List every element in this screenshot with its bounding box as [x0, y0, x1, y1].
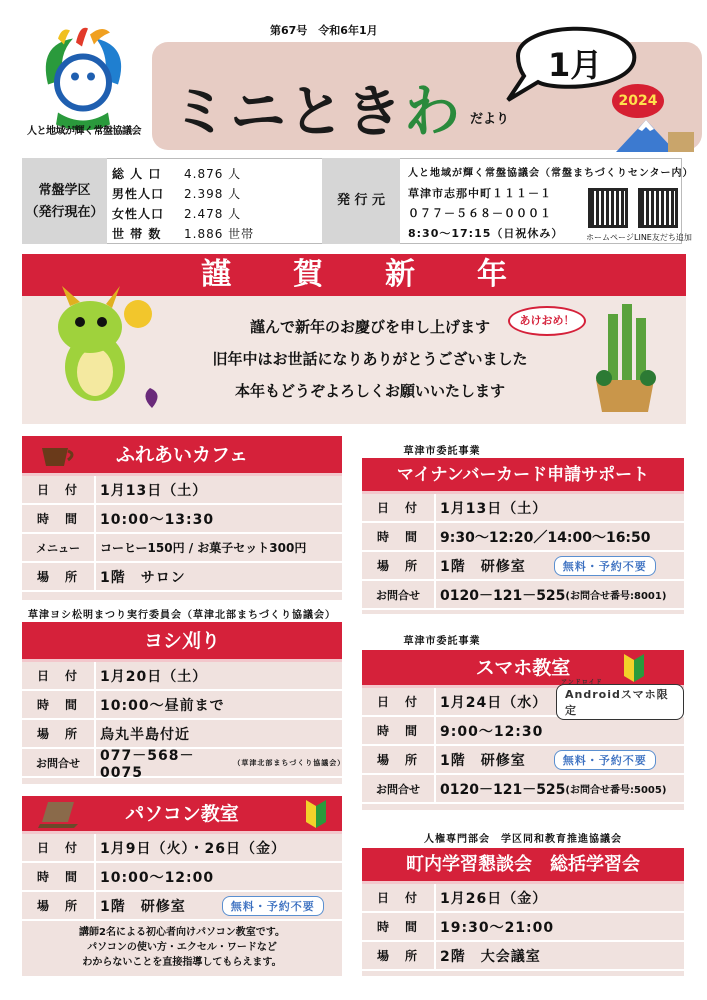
study-title: 町内学習懇談会 総括学習会: [362, 848, 684, 884]
contact-note: （草津北部まちづくり協議会）: [233, 758, 346, 767]
row-label: 時 間: [376, 724, 419, 738]
row-value: 1月26日（金）: [434, 884, 684, 911]
row-label: 時 間: [36, 870, 79, 884]
akeome-bubble: あけおめ！: [508, 306, 586, 336]
smartphone-organizer: 草津市委託事業: [403, 636, 481, 647]
yoshi-row-date: [22, 662, 342, 691]
mynumber-row-contact: [362, 581, 684, 610]
row-label: 場 所: [36, 727, 79, 741]
smartphone-card: [362, 650, 684, 810]
pc-row-time: [22, 863, 342, 892]
row-value: [434, 678, 684, 717]
cafe-header: [22, 436, 342, 476]
row-value: [94, 747, 346, 781]
row-value: 10:00～13:30: [94, 505, 342, 532]
council-logo: [18, 22, 148, 137]
note-line: わからないことを直接指導してもらえます。: [82, 957, 282, 968]
title-suffix: だより: [470, 112, 510, 127]
row-label: 日 付: [36, 669, 79, 683]
yoshi-row-contact: [22, 747, 346, 781]
cafe-row-place: [22, 563, 342, 592]
row-label: お問合せ: [376, 588, 420, 602]
smartphone-title: スマホ教室: [475, 657, 571, 679]
pop-key: 総 人 口: [112, 167, 162, 181]
row-value: 1月20日（土）: [94, 662, 342, 689]
row-value: [434, 746, 684, 773]
publisher-line: 8:30～17:15（日祝休み）: [408, 227, 564, 240]
year-badge: 2024: [612, 84, 664, 118]
study-organizer: 人権専門部会 学区同和教育推進協議会: [424, 834, 622, 845]
greeting-line: 謹んで新年のお慶びを申し上げます: [249, 318, 490, 336]
mount-fuji-icon: [606, 112, 696, 152]
mynumber-row-time: [362, 523, 684, 552]
cafe-row-date: [22, 476, 342, 505]
android-ruby: アンドロイド: [561, 678, 603, 686]
free-badge: 無料・予約不要: [222, 896, 324, 916]
contact-phone: 0120－121－525: [440, 587, 566, 604]
pc-row-date: [22, 834, 342, 863]
row-label: 場 所: [376, 559, 419, 573]
laptop-icon: [38, 800, 82, 830]
row-label: 時 間: [36, 512, 79, 526]
date-text: 1月24日（水）: [440, 694, 548, 711]
pop-key: 女性人口: [112, 207, 165, 221]
yoshi-organizer: 草津ヨシ松明まつり実行委員会（草津北部まちづくり協議会）: [28, 610, 336, 621]
contact-note: (お問合せ番号:8001): [565, 591, 667, 602]
publisher-line: 人と地域が輝く常盤協議会（常盤まちづくりセンター内）: [408, 168, 694, 179]
row-label: お問合せ: [376, 782, 420, 796]
smartphone-row-date: [362, 678, 684, 717]
contact-phone: 077－568－0075: [100, 747, 195, 781]
population-table: [112, 164, 254, 244]
pc-header: [22, 796, 342, 834]
row-label: メニュー: [36, 541, 80, 555]
row-label: 場 所: [376, 949, 419, 963]
row-label: 場 所: [376, 753, 419, 767]
row-value: [434, 581, 684, 608]
note-line: パソコンの使い方・エクセル・ワードなど: [87, 942, 277, 953]
row-value: [94, 892, 342, 919]
row-value: 烏丸半島付近: [94, 720, 342, 747]
qr-caption: LINE友だち追加: [634, 233, 692, 242]
row-value: 1階 サロン: [94, 563, 342, 590]
mynumber-organizer: 草津市委託事業: [403, 446, 481, 457]
title-text: ミニとき: [172, 80, 404, 145]
coffee-cup-icon: [40, 442, 76, 468]
beginner-mark-icon: [306, 800, 326, 828]
row-value: 2階 大会議室: [434, 942, 684, 969]
smartphone-row-place: [362, 746, 684, 775]
row-label: 日 付: [376, 891, 419, 905]
publisher-label: 発 行 元: [322, 158, 400, 244]
smartphone-row-contact: [362, 775, 684, 804]
qr-caption: ホームページ: [586, 233, 634, 242]
issue-number: 第67号 令和6年1月: [270, 24, 378, 37]
row-value: 1月9日（火）・26日（金）: [94, 834, 342, 861]
title-wa: わ: [404, 80, 462, 145]
free-badge: 無料・予約不要: [554, 750, 656, 770]
row-value: 10:00～12:00: [94, 863, 342, 890]
row-label: 時 間: [376, 920, 419, 934]
row-value: [434, 552, 684, 579]
free-badge: 無料・予約不要: [554, 556, 656, 576]
row-value: 1月13日（土）: [434, 494, 684, 521]
cafe-title: ふれあいカフェ: [115, 444, 249, 466]
row-value: 19:30～21:00: [434, 913, 684, 940]
publisher-line: 草津市志那中町１１１－１: [408, 187, 552, 200]
pop-key: 世 帯 数: [112, 227, 162, 241]
logo-caption: 人と地域が輝く常盤協議会: [27, 126, 141, 137]
row-label: 場 所: [36, 899, 79, 913]
smartphone-header: [362, 650, 684, 688]
greeting-line: 旧年中はお世話になりありがとうございました: [212, 350, 528, 368]
publisher-line: ０７７－５６８－０００１: [408, 207, 552, 220]
greeting-line: 本年もどうぞよろしくお願いいたします: [234, 382, 505, 400]
row-value: 9:00～12:30: [434, 717, 684, 744]
pop-key: 男性人口: [112, 187, 165, 201]
row-value: 1月13日（土）: [94, 476, 342, 503]
yoshi-card: [22, 622, 346, 784]
row-label: 日 付: [376, 695, 419, 709]
row-label: お問合せ: [36, 756, 80, 770]
pop-value: 2.478 人: [184, 207, 242, 221]
contact-note: (お問合せ番号:5005): [565, 785, 667, 796]
cafe-row-time: [22, 505, 342, 534]
place-text: 1階 研修室: [440, 558, 526, 575]
line-qr-code[interactable]: [638, 188, 678, 228]
row-value: 9:30～12:20／14:00～16:50: [434, 523, 684, 550]
newsletter-title: [172, 68, 462, 148]
dragon-illustration-icon: [40, 272, 160, 422]
row-label: 時 間: [376, 530, 419, 544]
study-card: [362, 848, 684, 976]
mynumber-row-place: [362, 552, 684, 581]
smartphone-row-time: [362, 717, 684, 746]
cafe-row-menu: [22, 534, 342, 563]
mynumber-card: [362, 458, 684, 614]
homepage-qr-code[interactable]: [588, 188, 628, 228]
district-label: 常盤学区 （発行現在）: [22, 158, 107, 244]
pc-note: [22, 921, 342, 970]
study-row-date: [362, 884, 684, 913]
note-line: 講師2名による初心者向けパソコン教室です。: [79, 927, 285, 938]
yoshi-title: ヨシ刈り: [22, 622, 342, 662]
row-value: 10:00～昼前まで: [94, 691, 342, 718]
study-row-time: [362, 913, 684, 942]
pc-row-place: [22, 892, 342, 921]
pop-value: 1.886 世帯: [184, 227, 255, 241]
android-badge-text: Androidスマホ限定: [565, 687, 669, 717]
row-value: [434, 775, 684, 802]
beginner-mark-icon: [624, 654, 644, 682]
month-label: 1月: [548, 46, 603, 84]
place-text: 1階 研修室: [440, 752, 526, 769]
mynumber-title: マイナンバーカード申請サポート: [362, 458, 684, 494]
pc-card: [22, 796, 342, 976]
pop-value: 2.398 人: [184, 187, 242, 201]
row-label: 日 付: [376, 501, 419, 515]
yoshi-row-time: [22, 691, 342, 720]
row-label: 場 所: [36, 570, 79, 584]
place-text: 1階 研修室: [100, 898, 186, 915]
contact-phone: 0120－121－525: [440, 781, 566, 798]
mynumber-row-date: [362, 494, 684, 523]
row-label: 時 間: [36, 698, 79, 712]
pc-title: パソコン教室: [125, 803, 239, 825]
cafe-card: [22, 436, 342, 600]
new-year-title: 謹賀新年: [22, 254, 686, 296]
android-badge: [556, 678, 684, 720]
row-value: コーヒー150円 / お菓子セット300円: [94, 534, 342, 561]
kadomatsu-icon: [590, 300, 660, 415]
study-row-place: [362, 942, 684, 971]
row-label: 日 付: [36, 483, 79, 497]
row-label: 日 付: [36, 841, 79, 855]
pop-value: 4.876 人: [184, 167, 242, 181]
